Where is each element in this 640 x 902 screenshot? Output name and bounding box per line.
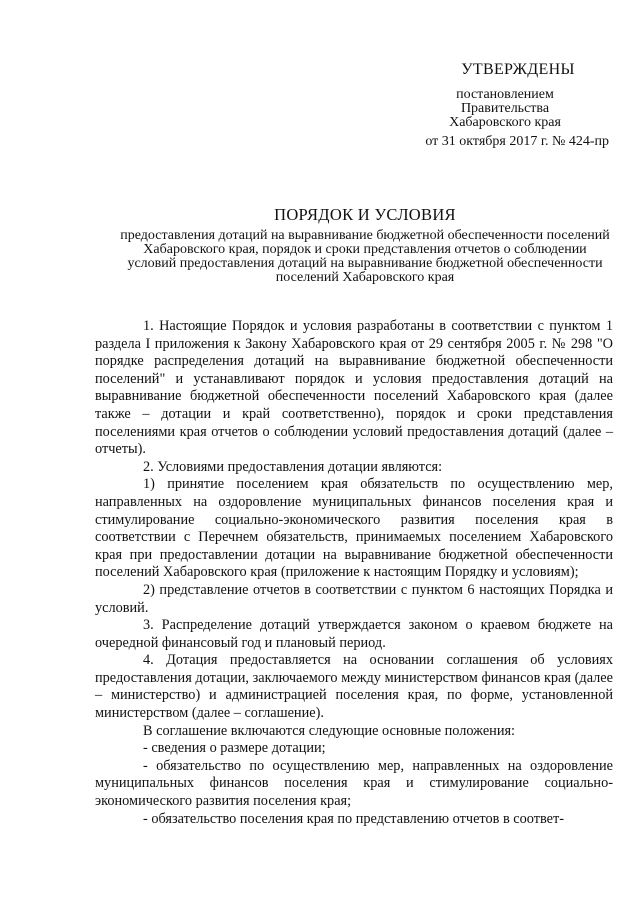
approval-line-3: Хабаровского края bbox=[449, 115, 561, 130]
agreement-item-1: - сведения о размере дотации; bbox=[143, 740, 326, 757]
paragraph-4: 4. Дотация предоставляется на основании соглашения об условиях предоставления дотации, заключаемого между министерством финансов края (далее – министерство) и администрацией поселения края, по форме, установленной министерством (далее – соглашение). bbox=[95, 652, 613, 722]
document-subtitle: предоставления дотаций на выравнивание бюджетной обеспеченности поселений Хабаровского края, порядок и сроки представления отчетов о соблюдении условий предоставления дотаций на выравнивание бюджетной обеспеченности поселений Хабаровского края bbox=[120, 228, 610, 285]
paragraph-1: 1. Настоящие Порядок и условия разработаны в соответствии с пунктом 1 раздела I приложения к Закону Хабаровского края от 29 сентября 2005 г. № 298 "О порядке распределения дотаций на выравнивание бюджетной обеспеченности поселений" и устанавливают порядок и условия предоставления дотаций на выравнивание бюджетной обеспеченности поселений Хабаровского края (далее также – дотации и край соответственно), порядок и сроки представления поселениями края отчетов о соблюдении условий предоставления дотаций (далее – отчеты). bbox=[95, 318, 613, 458]
approval-date: от 31 октября 2017 г. № 424-пр bbox=[425, 134, 609, 149]
agreement-item-2: - обязательство по осуществлению мер, направленных на оздоровление муниципальных финансов поселения края и стимулирование социально-экономического развития поселения края; bbox=[95, 757, 613, 810]
document-title: ПОРЯДОК И УСЛОВИЯ bbox=[274, 205, 456, 224]
paragraph-2-item-1: 1) принятие поселением края обязательств по осуществлению мер, направленных на оздоровление муниципальных финансов поселения края и стимулирование социально-экономического развития поселения края в соответствии с Перечнем обязательств, принимаемых поселением Хабаровского края при предоставлении дотации на выравнивание бюджетной обеспеченности поселений Хабаровского края (приложение к настоящим Порядку и условиям); bbox=[95, 476, 613, 581]
paragraph-2: 2. Условиями предоставления дотации являются: bbox=[143, 458, 443, 475]
document-body bbox=[95, 318, 613, 828]
approval-stamp bbox=[395, 60, 615, 151]
paragraph-3: 3. Распределение дотаций утверждается законом о краевом бюджете на очередной финансовый год и плановый период. bbox=[95, 617, 613, 651]
paragraph-2-item-2: 2) представление отчетов в соответствии с пунктом 6 настоящих Порядка и условий. bbox=[95, 581, 613, 616]
approval-line-1: постановлением bbox=[456, 87, 554, 102]
agreement-intro: В соглашение включаются следующие основные положения: bbox=[143, 722, 516, 739]
approval-title: УТВЕРЖДЕНЫ bbox=[461, 61, 575, 78]
agreement-item-3: - обязательство поселения края по представлению отчетов в соответ- bbox=[143, 810, 565, 827]
approval-line-2: Правительства bbox=[460, 101, 550, 116]
